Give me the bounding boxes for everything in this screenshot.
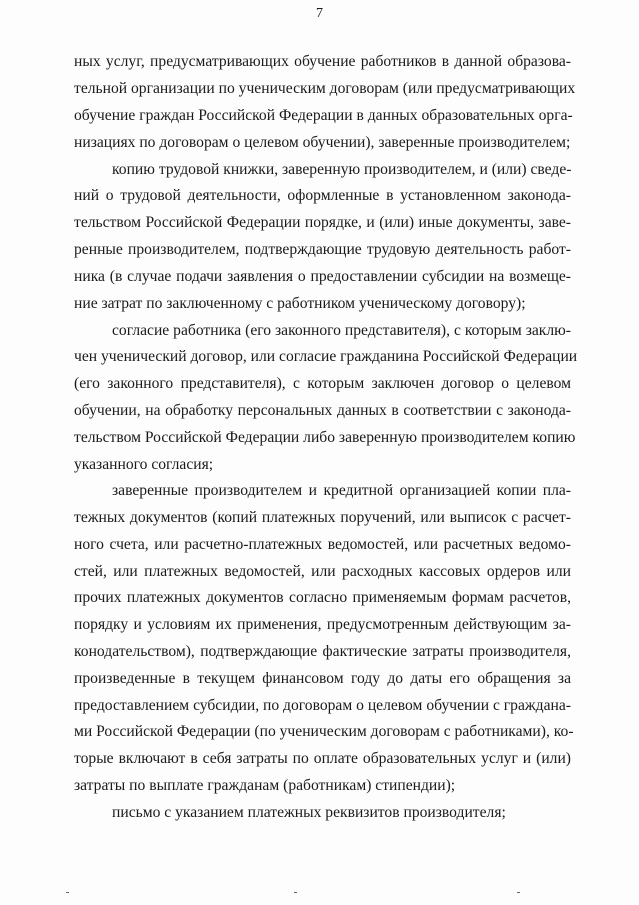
page-number: 7 xyxy=(316,6,323,21)
scan-artifact xyxy=(294,892,297,893)
text-line: конодательством), подтверждающие фактические затраты производителя, xyxy=(74,643,571,660)
text-line: копию трудовой книжки, заверенную производителем, и (или) сведе- xyxy=(112,161,572,178)
text-line: тежных документов (копий платежных поручений, или выписок с расчет- xyxy=(74,509,571,526)
text-line: предоставлением субсидии, по договорам о целевом обучении с граждана- xyxy=(74,697,571,714)
text-line: тельством Российской Федерации либо заверенную производителем копию xyxy=(74,429,576,446)
text-line: тельством Российской Федерации порядке, и (или) иные документы, заве- xyxy=(74,214,571,231)
text-line: ных услуг, предусматривающих обучение работников в данной образова- xyxy=(74,53,571,70)
text-line: ренные производителем, подтверждающие трудовую деятельность работ- xyxy=(74,241,571,258)
text-line: затраты по выплате гражданам (работникам) стипендии); xyxy=(74,777,456,794)
text-line: произведенные в текущем финансовом году до даты его обращения за xyxy=(74,670,571,687)
text-line: ми Российской Федерации (по ученическим договорам с работниками), ко- xyxy=(74,723,574,740)
text-line: обучении, на обработку персональных данных в соответствии с законода- xyxy=(74,402,571,419)
text-line: торые включают в себя затраты по оплате образовательных услуг и (или) xyxy=(74,750,571,767)
text-line: обучение граждан Российской Федерации в данных образовательных орга- xyxy=(74,107,573,124)
text-line: (его законного представителя), с которым заключен договор о целевом xyxy=(74,375,571,392)
text-line: тельной организации по ученическим договорам (или предусматривающих xyxy=(74,80,576,97)
text-line: указанного согласия; xyxy=(74,456,214,473)
text-line: согласие работника (его законного представителя), с которым заклю- xyxy=(112,322,571,339)
text-line: стей, или платежных ведомостей, или расходных кассовых ордеров или xyxy=(74,563,571,580)
text-line: ного счета, или расчетно-платежных ведомостей, или расчетных ведомо- xyxy=(74,536,571,553)
text-line: прочих платежных документов согласно применяемым формам расчетов, xyxy=(74,589,571,606)
text-line: ника (в случае подачи заявления о предоставлении субсидии на возмеще- xyxy=(74,268,571,285)
text-line: ний о трудовой деятельности, оформленные в установленном законода- xyxy=(74,187,571,204)
text-line: низациях по договорам о целевом обучении), заверенные производителем; xyxy=(74,134,571,151)
text-line: порядку и условиям их применения, предусмотренным действующим за- xyxy=(74,616,571,633)
text-line: чен ученический договор, или согласие гражданина Российской Федерации xyxy=(74,348,578,365)
text-line: заверенные производителем и кредитной организацией копии пла- xyxy=(112,482,571,499)
scan-artifact xyxy=(517,892,520,893)
text-line: письмо с указанием платежных реквизитов производителя; xyxy=(112,804,506,821)
scan-artifact xyxy=(66,892,69,893)
text-line: ние затрат по заключенному с работником ученическому договору); xyxy=(74,295,526,312)
